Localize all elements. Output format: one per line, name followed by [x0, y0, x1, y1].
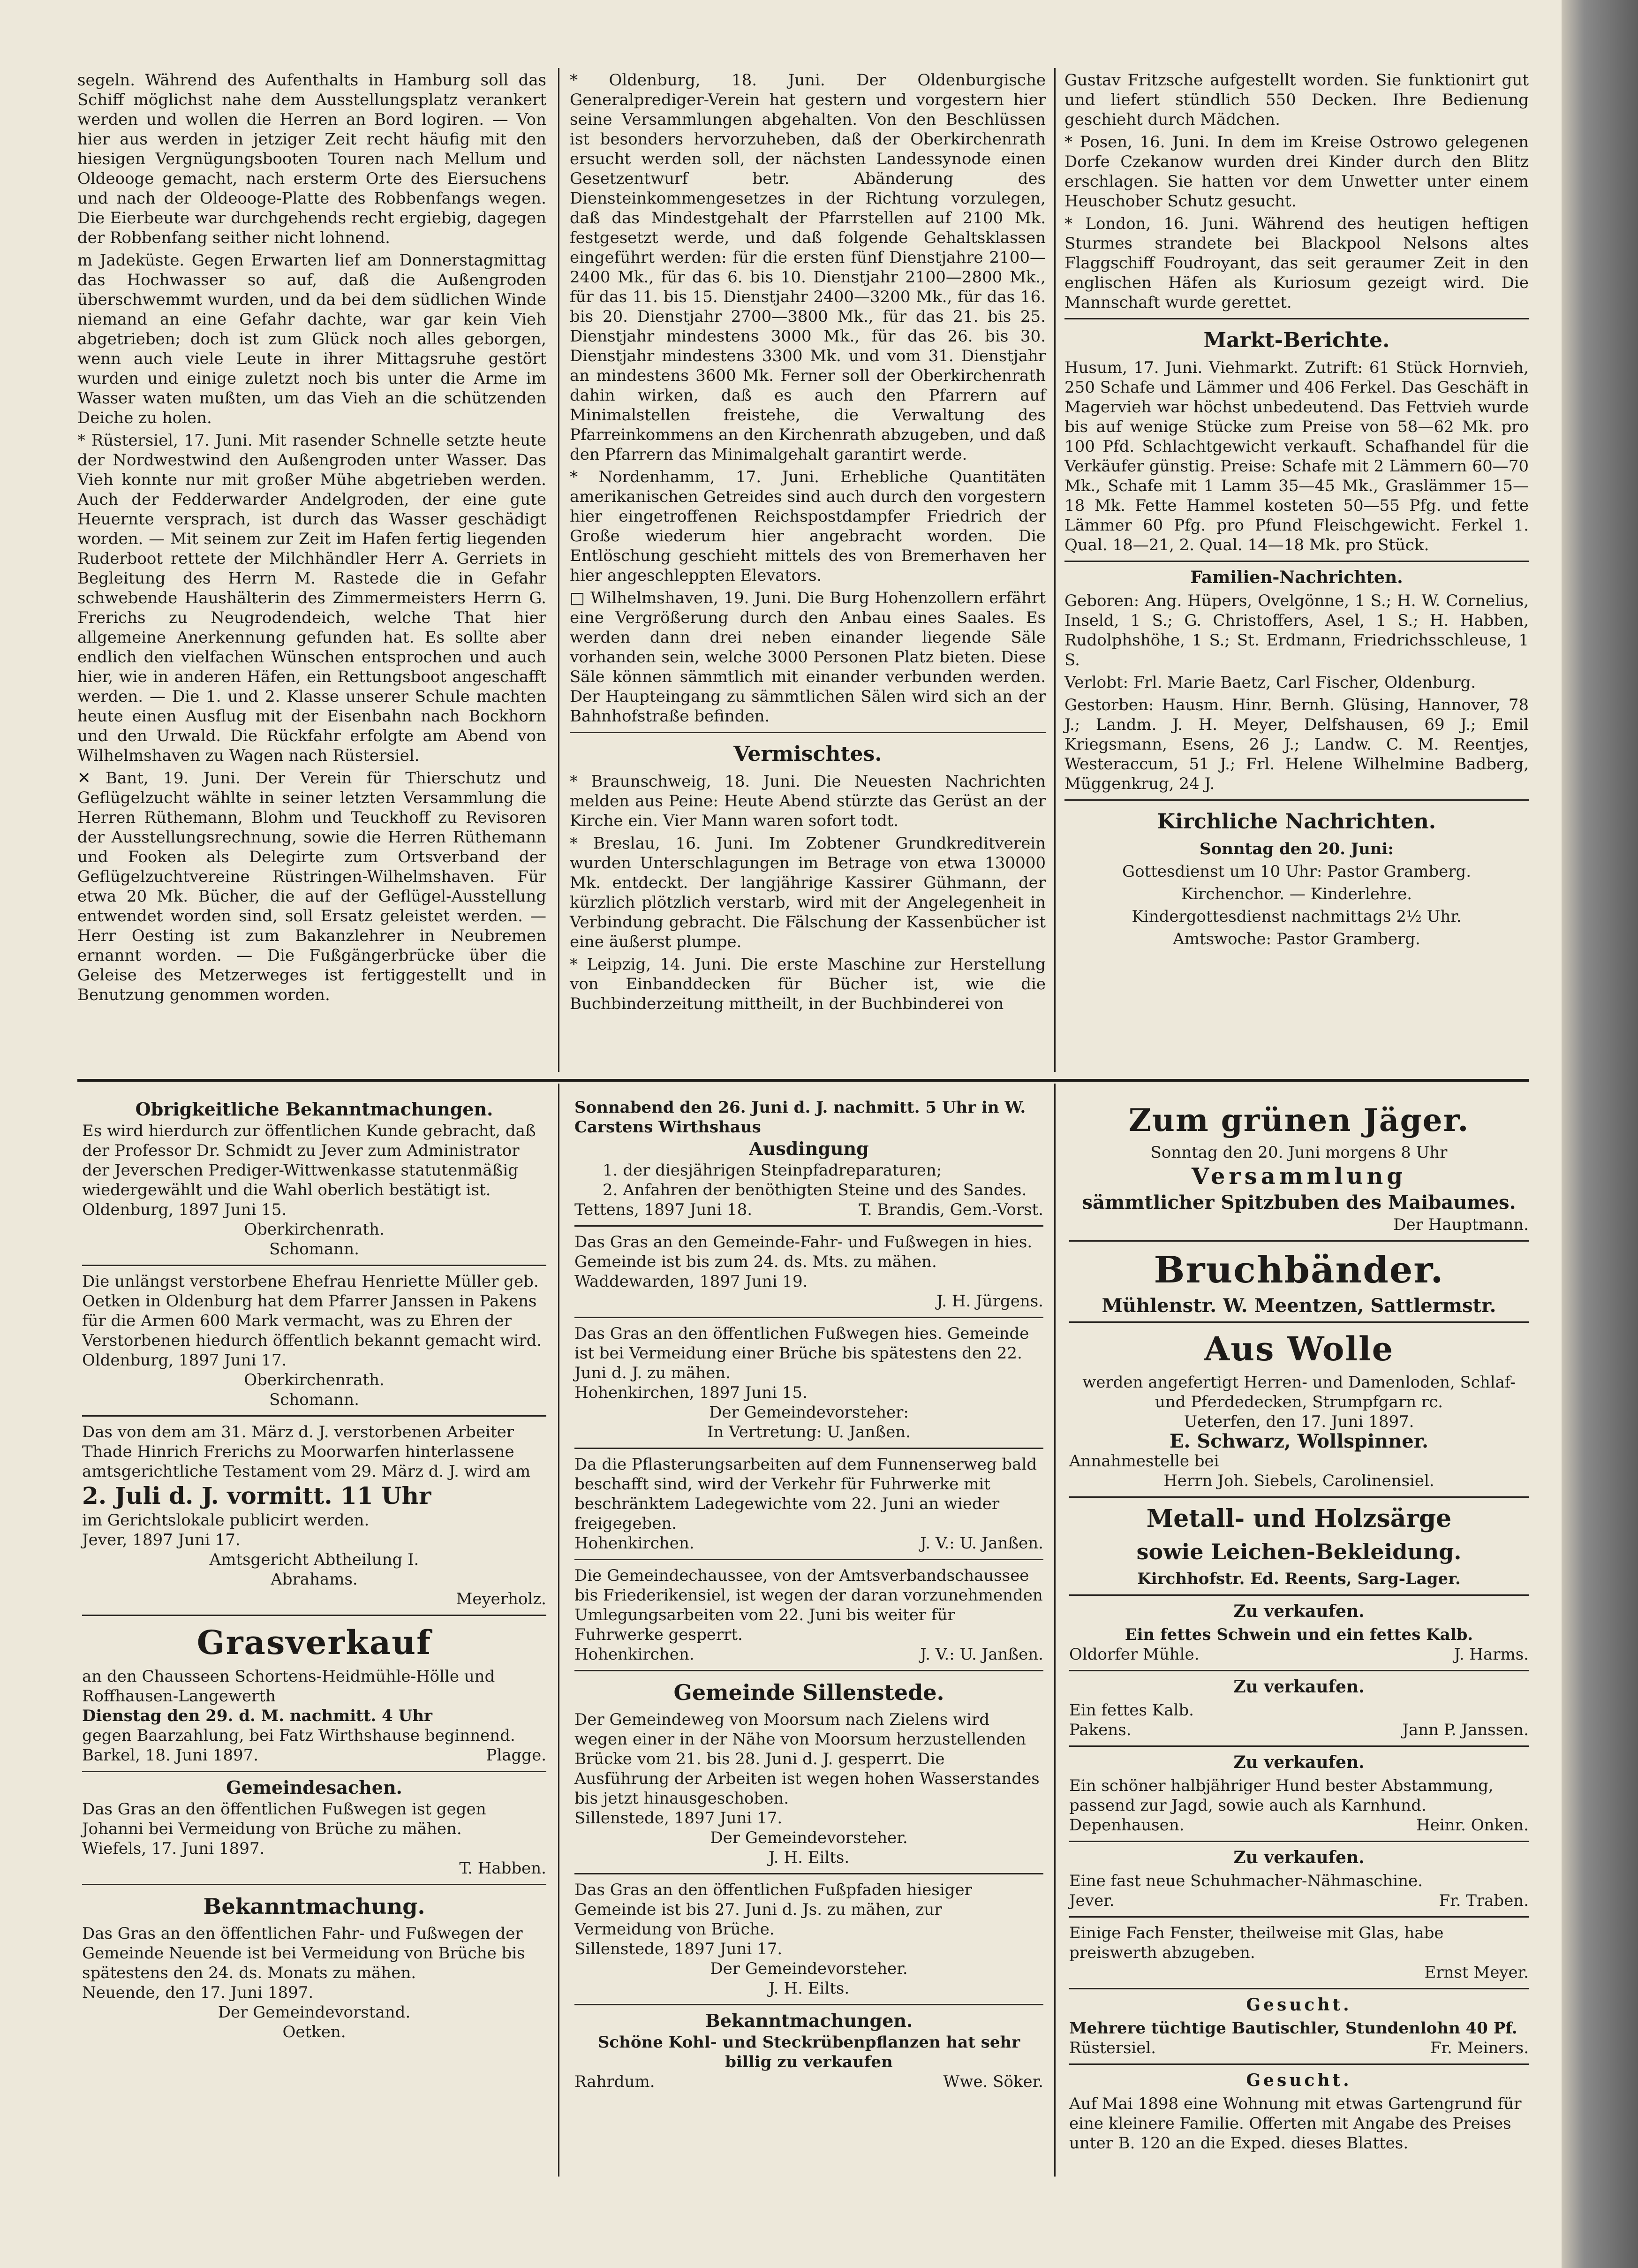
divider — [82, 1615, 546, 1616]
ad-signature: J. V.: U. Janßen. — [920, 1534, 1043, 1553]
ads-column-2 — [574, 1098, 1043, 2092]
ad-signature: J. Harms. — [1454, 1645, 1529, 1664]
ad-text: Auf Mai 1898 eine Wohnung mit etwas Gartengrund für eine kleinere Familie. Offerten mit Angabe des Preises unter B. 120 an die Exped. dieses Blattes. — [1069, 2094, 1522, 2153]
column-divider — [558, 1084, 559, 2177]
divider — [574, 1873, 1043, 1874]
ad-text: Das Gras an den öffentlichen Fußwegen hies. Gemeinde ist bei Vermeidung einer Brüche bis spätestens den 22. Juni d. J. zu mähen. — [574, 1324, 1029, 1382]
divider — [1069, 1916, 1529, 1918]
ad-text: Schöne Kohl- und Steckrübenpflanzen hat sehr billig zu verkaufen — [597, 2033, 1020, 2071]
ad-address: Mühlenstr. W. Meentzen, Sattlermstr. — [1102, 1295, 1496, 1317]
news-column-1 — [77, 70, 546, 1008]
family-notice: Geboren: Ang. Hüpers, Ovelgönne, 1 S.; H. W. Cornelius, Inseld, 1 S.; G. Christoffers, Asel, 1 S.; H. Habben, Rudolphshöhe, 1 S.; St. Erdmann, Friedrichsschleuse, 1 S. — [1064, 592, 1529, 669]
ad-signature: Fr. Traben. — [1439, 1891, 1529, 1910]
ad-heading-jaeger: Zum grünen Jäger. — [1128, 1102, 1470, 1138]
divider — [574, 2004, 1043, 2005]
ad-text: Versammlung — [1192, 1163, 1406, 1190]
ad-place: Wiefels, 17. Juni 1897. — [82, 1839, 265, 1858]
ad-list-item: 1. der diesjährigen Steinpfadreparaturen; — [603, 1161, 942, 1180]
ad-place: Depenhausen. — [1069, 1816, 1185, 1835]
column-divider — [558, 68, 559, 1072]
divider — [1069, 1988, 1529, 1989]
ad-heading: Zu verkaufen. — [1233, 1752, 1365, 1772]
ad-signature: Meyerholz. — [456, 1590, 546, 1608]
ad-text: Es wird hierdurch zur öffentlichen Kunde gebracht, daß der Professor Dr. Schmidt zu Jever zum Administrator der Jeverschen Prediger-Wittwenkasse statutenmäßig wiedergewählt und die Wahl oberlich bestätigt ist. — [82, 1122, 536, 1199]
ad-date: 2. Juli d. J. vormitt. 11 Uhr — [82, 1482, 431, 1509]
ad-signature: Wwe. Söker. — [943, 2072, 1043, 2091]
news-article: □ Wilhelmshaven, 19. Juni. Die Burg Hohenzollern erfährt eine Vergrößerung durch den Anbau eines Saales. Es werden dann drei neben einander liegende Säle vorhanden sein, welche 3000 Personen Platz bieten. Diese Säle können sämmtlich mit einander verbunden werden. Der Haupteingang zu sämmtlichen Sälen wird sich an der Bahnhofstraße befinden. — [570, 589, 1046, 726]
ad-place: Ueterfen, den 17. Juni 1897. — [1184, 1412, 1414, 1431]
ad-signature: E. Schwarz, Wollspinner. — [1169, 1430, 1428, 1452]
ad-text: Das Gras an den Gemeinde-Fahr- und Fußwegen in hies. Gemeinde ist bis zum 24. ds. Mts. zu mähen. — [574, 1233, 1033, 1271]
news-article: * Braunschweig, 18. Juni. Die Neuesten Nachrichten melden aus Peine: Heute Abend stürzte das Gerüst an der Kirche ein. Vier Mann waren sofort todt. — [570, 772, 1046, 830]
column-divider — [1054, 68, 1056, 1072]
church-line: Sonntag den 20. Juni: — [1200, 840, 1394, 858]
ad-authority: Amtsgericht Abtheilung I. — [209, 1550, 419, 1569]
ad-place: Sillenstede, 1897 Juni 17. — [574, 1809, 783, 1828]
ad-signature: T. Habben. — [459, 1859, 546, 1878]
news-article: * London, 16. Juni. Während des heutigen heftigen Sturmes strandete bei Blackpool Nelsons altes Flaggschiff Foudroyant, das seit geraumer Zeit in den englischen Häfen als Kuriosum gezeigt wird. Die Mannschaft wurde gerettet. — [1064, 214, 1529, 312]
ad-text: Annahmestelle bei — [1069, 1452, 1219, 1471]
ad-footer — [574, 1645, 1043, 1664]
ad-signature: Oetken. — [282, 2023, 346, 2041]
section-rule — [77, 1079, 1529, 1082]
ad-heading-wolle: Aus Wolle — [1204, 1329, 1394, 1368]
ad-authority: Der Gemeindevorsteher. — [710, 1828, 908, 1847]
divider — [1064, 318, 1529, 319]
ad-place: Barkel, 18. Juni 1897. — [82, 1746, 259, 1765]
ad-place: Sillenstede, 1897 Juni 17. — [574, 1940, 783, 1958]
ad-footer — [574, 2072, 1043, 2092]
ad-address: Kirchhofstr. Ed. Reents, Sarg-Lager. — [1137, 1570, 1461, 1588]
ad-heading: Obrigkeitliche Bekanntmachungen. — [135, 1099, 493, 1120]
divider — [1069, 2063, 1529, 2065]
ad-footer — [1069, 2038, 1529, 2058]
market-report: Husum, 17. Juni. Viehmarkt. Zutrift: 61 Stück Hornvieh, 250 Schafe und Lämmer und 406 Ferkel. Das Geschäft in Magervieh war höchst unbedeutend. Das Fettvieh wurde bis auf wenige Stücke zum Preise von 58—62 Mk. pro 100 Pfd. Schlachtgewicht verkauft. Schafhandel für die Verkäufer günstig. Preise: Schafe mit 2 Lämmern 60—70 Mk., Schafe mit 1 Lamm 35—45 Mk., Graslämmer 15—18 Mk. Fette Hammel kosteten 50—55 Pfg. und fette Lämmer 60 Pfg. pro Pfund Fleischgewicht. Ferkel 1. Qual. 18—21, 2. Qual. 14—18 Mk. pro Stück. — [1064, 358, 1529, 554]
ad-heading-saerge: Metall- und Holzsärge — [1146, 1504, 1452, 1533]
divider — [574, 1670, 1043, 1671]
ad-authority: Der Gemeindevorsteher. — [710, 1959, 908, 1978]
ad-signature: Ernst Meyer. — [1424, 1963, 1529, 1982]
ad-signature: Schomann. — [269, 1390, 359, 1409]
news-article: * Rüstersiel, 17. Juni. Mit rasender Schnelle setzte heute der Nordwestwind den Außengroden unter Wasser. Das Vieh konnte nur mit großer Mühe abgetrieben werden. Auch der Fedderwarder Andelgroden, der eine gute Heuernte versprach, ist durch das Wasser geschädigt worden. — Mit seinem zur Zeit im Hafen fertig liegenden Ruderboot rettete der Milchhändler Herr A. Gerriets in Begleitung des Herrn M. Rastede die in Gefahr schwebende Haushälterin des Zimmermeisters Herrn G. Frerichs zu Neugrodendeich, welche That hier allgemeine Anerkennung gefunden hat. Es sollte aber endlich den vielfachen Wünschen entsprochen und auch hier, wie in anderen Häfen, ein Rettungsboot angeschafft werden. — Die 1. und 2. Klasse unserer Schule machten heute einen Ausflug mit der Eisenbahn nach Bockhorn und den Urwald. Die Rückfahr erfolgte am Abend von Wilhelmshaven zu Wagen nach Rüstersiel. — [77, 431, 546, 765]
divider — [1069, 1745, 1529, 1747]
ad-heading: Ausdingung — [749, 1138, 869, 1159]
divider — [574, 1225, 1043, 1227]
ad-text: Ein fettes Kalb. — [1069, 1701, 1194, 1720]
ad-signature: Der Hauptmann. — [1393, 1215, 1529, 1234]
ad-place: Rüstersiel. — [1069, 2039, 1156, 2057]
ad-heading-saerge: sowie Leichen-Bekleidung. — [1136, 1539, 1462, 1564]
ad-text: Eine fast neue Schuhmacher-Nähmaschine. — [1069, 1872, 1423, 1890]
section-heading-markt: Markt-Berichte. — [1203, 328, 1390, 352]
divider — [574, 1448, 1043, 1449]
ad-authority: Oberkirchenrath. — [244, 1220, 385, 1239]
ad-text: Der Gemeindeweg von Moorsum nach Zielens wird wegen einer in der Nähe von Moorsum herzustellenden Brücke vom 21. bis 28. Juni d. J. gesperrt. Die Ausführung der Arbeiten ist wegen hohen Wasserstandes bis jetzt hinausgeschoben. — [574, 1710, 1040, 1808]
divider — [1069, 1841, 1529, 1842]
ad-text: Das Gras an den öffentlichen Fußwegen ist gegen Johanni bei Vermeidung von Brüche zu mähen. — [82, 1800, 486, 1838]
ad-signature: J. H. Jürgens. — [936, 1292, 1043, 1311]
ad-heading: Gemeinde Sillenstede. — [673, 1680, 944, 1705]
ad-heading: Zu verkaufen. — [1233, 1677, 1365, 1697]
divider — [574, 1317, 1043, 1318]
ad-heading: Zu verkaufen. — [1233, 1601, 1365, 1621]
ad-place: Hohenkirchen. — [574, 1534, 694, 1553]
news-column-2 — [570, 70, 1046, 1016]
ad-place: Tettens, 1897 Juni 18. — [574, 1200, 753, 1219]
ad-signature: Schomann. — [269, 1240, 359, 1259]
ad-signature: J. H. Eilts. — [768, 1848, 850, 1867]
news-article: Gustav Fritzsche aufgestellt worden. Sie funktionirt gut und liefert stündlich 550 Decken. Ihre Bedienung geschieht durch Mädchen. — [1064, 71, 1529, 129]
divider — [1069, 1240, 1529, 1242]
ad-signature: Jann P. Janssen. — [1402, 1721, 1529, 1739]
divider — [1069, 1321, 1529, 1323]
divider — [1064, 799, 1529, 801]
ad-heading: Bekanntmachung. — [203, 1894, 425, 1919]
divider — [1064, 561, 1529, 562]
ad-authority: Der Gemeindevorsteher: — [709, 1403, 909, 1422]
divider — [1069, 1496, 1529, 1498]
ad-heading: Zu verkaufen. — [1233, 1848, 1365, 1867]
ad-place: Hohenkirchen, 1897 Juni 15. — [574, 1383, 808, 1402]
divider — [82, 1771, 546, 1772]
news-column-3 — [1064, 70, 1529, 952]
section-heading-kirche: Kirchliche Nachrichten. — [1157, 810, 1436, 834]
ad-signature: Heinr. Onken. — [1416, 1816, 1529, 1835]
news-article: * Posen, 16. Juni. In dem im Kreise Ostrowo gelegenen Dorfe Czekanow wurden drei Kinder durch den Blitz erschlagen. Sie hatten vor dem Unwetter unter einem Heuschober Schutz gesucht. — [1064, 133, 1529, 211]
divider — [1069, 1594, 1529, 1596]
ad-text: Einige Fach Fenster, theilweise mit Glas, habe preiswerth abzugeben. — [1069, 1924, 1444, 1962]
ad-text: Das Gras an den öffentlichen Fahr- und Fußwegen der Gemeinde Neuende ist bei Vermeidung von Brüche bis spätestens den 24. ds. Monats zu mähen. — [82, 1924, 525, 1982]
ad-place: Oldorfer Mühle. — [1069, 1645, 1200, 1664]
family-notice: Verlobt: Frl. Marie Baetz, Carl Fischer, Oldenburg. — [1064, 673, 1476, 692]
divider — [82, 1415, 546, 1417]
ad-heading: Gesucht. — [1246, 2071, 1352, 2090]
ad-signature: T. Brandis, Gem.-Vorst. — [859, 1200, 1043, 1219]
ad-footer — [1069, 1815, 1529, 1835]
ad-place: Jever. — [1069, 1891, 1115, 1910]
family-notice: Gestorben: Hausm. Hinr. Bernh. Glüsing, Hannover, 78 J.; Landm. J. H. Meyer, Delfshausen, 69 J.; Emil Kriegsmann, Esens, 26 J.; Landw. C. M. Reentjes, Westeraccum, 51 J.; Frl. Helene Wilhelmine Badberg, Müggenkrug, 24 J. — [1064, 696, 1529, 793]
ad-heading: Bekanntmachungen. — [705, 2010, 913, 2031]
ad-footer — [82, 1745, 546, 1765]
divider — [574, 1559, 1043, 1560]
ad-place: Rahrdum. — [574, 2072, 655, 2091]
ads-column-3 — [1069, 1098, 1529, 2153]
ad-text: Das Gras an den öffentlichen Fußpfaden hiesiger Gemeinde ist bis 27. Juni d. Js. zu mähen, zur Vermeidung von Brüche. — [574, 1881, 972, 1939]
section-heading-familie: Familien-Nachrichten. — [1190, 568, 1403, 587]
ad-footer — [574, 1533, 1043, 1553]
news-article: * Breslau, 16. Juni. Im Zobtener Grundkreditverein wurden Unterschlagungen im Betrage von etwa 130000 Mk. entdeckt. Der langjährige Kassirer Gühmann, der kürzlich plötzlich verstarb, wird mit der Angelegenheit in Verbindung gebracht. Die Fälschung der Kassenbücher ist eine äußerst plumpe. — [570, 834, 1046, 951]
ad-signature: Plagge. — [486, 1746, 546, 1765]
news-article: m Jadeküste. Gegen Erwarten lief am Donnerstagmittag das Hochwasser so auf, daß die Außengroden überschwemmt wurden, und da bei dem südlichen Winde niemand an eine Gefahr dachte, war gar kein Vieh abgetrieben; doch ist zum Glück noch alles geborgen, wenn auch viele Leute in ihrer Mittagsruhe gestört wurden und einige zuletzt noch bis unter die Arme im Wasser waten mußten, um das Vieh an die schützenden Deiche zu holen. — [77, 251, 546, 427]
ad-signature: J. V.: U. Janßen. — [920, 1645, 1043, 1664]
ad-date: Dienstag den 29. d. M. nachmitt. 4 Uhr — [82, 1707, 432, 1725]
ad-authority: Der Gemeindevorstand. — [218, 2003, 411, 2022]
ad-text: gegen Baarzahlung, bei Fatz Wirthshause beginnend. — [82, 1726, 515, 1745]
ad-heading-bruchbaender: Bruchbänder. — [1154, 1249, 1444, 1291]
divider — [82, 1265, 546, 1266]
ad-place: Jever, 1897 Juni 17. — [82, 1531, 241, 1549]
ad-text: Herrn Joh. Siebels, Carolinensiel. — [1163, 1472, 1434, 1490]
ad-authority: Oberkirchenrath. — [244, 1371, 385, 1389]
news-article: ✕ Bant, 19. Juni. Der Verein für Thierschutz und Geflügelzucht wählte in seiner letzten Versammlung die Herren Rüthemann, Blohm und Teuckhoff zu Revisoren der Ausstellungsrechnung, sowie die Herren Rüthemann und Fooken als Delegirte zum Ortsverband der Geflügelzuchtvereine Rüstringen-Wilhelmshaven. Für etwa 20 Mk. Bücher, die auf der Geflügel-Ausstellung entwendet worden sind, soll Ersatz geleistet werden. — Herr Oesting ist zum Bakanzlehrer in Neubremen ernannt worden. — Die Fußgängerbrücke über die Geleise des Metzerweges ist fertiggestellt und in Benutzung genommen worden. — [77, 769, 546, 1004]
church-line: Kindergottesdienst nachmittags 2½ Uhr. — [1132, 907, 1462, 926]
news-article: segeln. Während des Aufenthalts in Hamburg soll das Schiff möglichst nahe dem Ausstellungsplatz verankert werden und wollen die Herren an Bord logiren. — Von hier aus werden in jetziger Zeit recht häufig mit den hiesigen Vergnügungsbooten Touren nach Mellum und Oldeooge gemacht, nach ersterm Orte des Eiersuchens und nach der Oldeooge-Platte des Robbenfangs wegen. Die Eierbeute war durchgehends recht ergiebig, dagegen der Robbenfang seither nicht lohnend. — [77, 71, 546, 247]
section-heading-vermischtes: Vermischtes. — [733, 742, 882, 766]
ad-text: Da die Pflasterungsarbeiten auf dem Funnenserweg bald beschafft sind, wird der Verkehr für Fuhrwerke mit beschränktem Ladegewichte vom 22. Juni an wieder freigegeben. — [574, 1455, 1037, 1533]
church-line: Amtswoche: Pastor Gramberg. — [1173, 930, 1420, 948]
church-line: Gottesdienst um 10 Uhr: Pastor Gramberg. — [1122, 862, 1472, 881]
ad-date: Sonnabend den 26. Juni d. J. nachmitt. 5 Uhr in W. Carstens Wirthshaus — [574, 1098, 1026, 1137]
ad-signature: Abrahams. — [271, 1570, 358, 1589]
ad-text: an den Chausseen Schortens-Heidmühle-Hölle und Roffhausen-Langewerth — [82, 1667, 495, 1706]
church-line: Kirchenchor. — Kinderlehre. — [1181, 885, 1412, 903]
ad-text: Ein schöner halbjähriger Hund bester Abstammung, passend zur Jagd, sowie auch als Karnhund. — [1069, 1776, 1494, 1815]
ad-footer — [1069, 1720, 1529, 1740]
ad-place: Oldenburg, 1897 Juni 15. — [82, 1200, 287, 1219]
ad-heading: Gesucht. — [1246, 1995, 1352, 2015]
ad-text: Die unlängst verstorbene Ehefrau Henriette Müller geb. Oetken in Oldenburg hat dem Pfarrer Janssen in Pakens für die Armen 600 Mark vermacht, was zu Ehren der Verstorbenen hiedurch öffentlich bekannt gemacht wird. — [82, 1272, 542, 1350]
ad-signature: J. H. Eilts. — [768, 1979, 850, 1998]
news-article: * Leipzig, 14. Juni. Die erste Maschine zur Herstellung von Einbanddecken für Bücher ist, wie die Buchbinderzeitung mittheilt, in der Buchbinderei von — [570, 955, 1046, 1013]
ads-column-1 — [82, 1098, 546, 2042]
ad-signature: In Vertretung: U. Janßen. — [707, 1423, 911, 1441]
ad-place: Pakens. — [1069, 1721, 1132, 1739]
ad-text: werden angefertigt Herren- und Damenloden, Schlaf- und Pferdedecken, Strumpfgarn rc. — [1082, 1373, 1516, 1411]
news-article: * Oldenburg, 18. Juni. Der Oldenburgische Generalprediger-Verein hat gestern und vorgestern hier seine Versammlungen abgehalten. Von den Beschlüssen ist besonders hervorzuheben, daß der Oberkirchenrath ersucht werden soll, der nächsten Landessynode einen Gesetzentwurf betr. Abänderung des Diensteinkommengesetzes in der Richtung vorzulegen, daß das Mindestgehalt der Pfarrstellen auf 2100 Mk. festgesetzt werde, und daß folgende Gehaltsklassen eingeführt werden: für die ersten fünf Dienstjahre 2100—2400 Mk., für das 6. bis 10. Dienstjahr 2100—2800 Mk., für das 11. bis 15. Dienstjahr 2400—3200 Mk., für das 16. bis 20. Dienstjahr 2700—3800 Mk., für das 21. bis 25. Dienstjahr mindestens 3000 Mk., für das 26. bis 30. Dienstjahr mindestens 3300 Mk. und vom 31. Dienstjahr an mindestens 3600 Mk. Ferner soll der Oberkirchenrath dahin wirken, daß es auch den Pfarrern auf Minimalstellen freistehe, die Verwaltung des Pfarreinkommens an den Kirchenrath abzugeben, und daß den Pfarrern das Minimalgehalt garantirt werde. — [570, 71, 1046, 464]
ad-text: Das von dem am 31. März d. J. verstorbenen Arbeiter Thade Hinrich Frerichs zu Moorwarfen hinterlassene amtsgerichtliche Testament vom 29. März d. J. wird am — [82, 1423, 531, 1481]
ad-text: Ein fettes Schwein und ein fettes Kalb. — [1125, 1625, 1473, 1644]
divider — [82, 1884, 546, 1885]
ad-text: Mehrere tüchtige Bautischler, Stundenlohn 40 Pf. — [1069, 2019, 1517, 2038]
ad-text: sämmtlicher Spitzbuben des Maibaumes. — [1082, 1191, 1516, 1214]
divider — [570, 732, 1046, 733]
ad-place: Neuende, den 17. Juni 1897. — [82, 1983, 314, 2002]
ad-text: Sonntag den 20. Juni morgens 8 Uhr — [1150, 1143, 1448, 1162]
ad-footer — [574, 1200, 1043, 1220]
ad-footer — [1069, 1891, 1529, 1911]
divider — [1069, 1670, 1529, 1671]
page-edge-shadow — [1562, 0, 1638, 2268]
ad-place: Waddewarden, 1897 Juni 19. — [574, 1272, 808, 1291]
ad-place: Oldenburg, 1897 Juni 17. — [82, 1351, 287, 1370]
ad-signature: Fr. Meiners. — [1430, 2039, 1529, 2057]
ad-list-item: 2. Anfahren der benöthigten Steine und des Sandes. — [603, 1181, 1027, 1199]
ad-place: Hohenkirchen. — [574, 1645, 694, 1664]
ad-heading-grasverkauf: Grasverkauf — [196, 1623, 432, 1662]
news-article: * Nordenhamm, 17. Juni. Erhebliche Quantitäten amerikanischen Getreides sind auch durch den vorgestern hier eingetroffenen Reichspostdampfer Friedrich der Große wiederum hier angebracht worden. Die Entlöschung geschieht mittels des von Bremerhaven her hier angeschleppten Elevators. — [570, 468, 1046, 585]
ad-text: im Gerichtslokale publicirt werden. — [82, 1511, 370, 1530]
column-divider — [1054, 1084, 1056, 2177]
ad-text: Die Gemeindechaussee, von der Amtsverbandschaussee bis Friederikensiel, ist wegen der daran vorzunehmenden Umlegungsarbeiten vom 22. Juni bis weiter für Fuhrwerke gesperrt. — [574, 1566, 1043, 1644]
ad-footer — [1069, 1645, 1529, 1664]
ad-heading: Gemeindesachen. — [226, 1777, 402, 1798]
